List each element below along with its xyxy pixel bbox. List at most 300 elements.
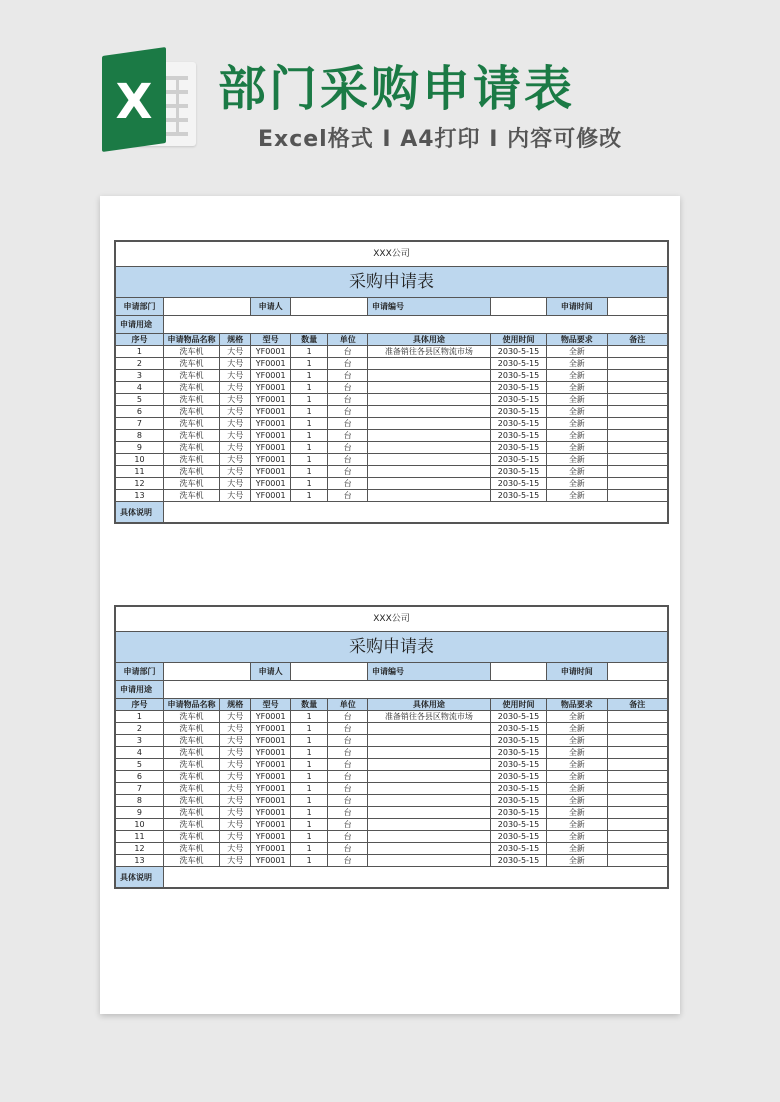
table-cell[interactable]: 全新 (547, 394, 607, 406)
table-cell[interactable] (367, 370, 490, 382)
table-cell[interactable]: 台 (328, 466, 368, 478)
table-cell[interactable]: 台 (328, 478, 368, 490)
table-cell[interactable]: 准备销往各县区物流市场 (367, 711, 490, 723)
table-cell[interactable]: 1 (116, 711, 164, 723)
table-cell[interactable]: 13 (116, 490, 164, 502)
table-cell[interactable] (367, 394, 490, 406)
table-cell[interactable]: 2030-5-15 (490, 723, 546, 735)
table-cell[interactable] (367, 759, 490, 771)
page-subtitle: Excel格式 I A4打印 I 内容可修改 (258, 127, 623, 152)
table-cell[interactable]: 1 (290, 430, 327, 442)
table-cell[interactable]: 全新 (547, 358, 607, 370)
table-cell[interactable]: 台 (328, 418, 368, 430)
table-cell[interactable]: 台 (328, 723, 368, 735)
table-cell[interactable]: 1 (290, 370, 327, 382)
table-cell[interactable]: 洗车机 (163, 382, 219, 394)
table-cell[interactable] (607, 723, 667, 735)
table-cell[interactable]: 全新 (547, 430, 607, 442)
table-cell[interactable]: 1 (290, 358, 327, 370)
table-cell[interactable]: 11 (116, 831, 164, 843)
table-cell[interactable] (607, 735, 667, 747)
table-cell[interactable]: 7 (116, 418, 164, 430)
table-cell[interactable]: 洗车机 (163, 490, 219, 502)
table-cell[interactable]: 洗车机 (163, 418, 219, 430)
table-cell[interactable]: 洗车机 (163, 747, 219, 759)
table-row (116, 358, 668, 370)
table-cell[interactable]: 洗车机 (163, 855, 219, 867)
table-cell[interactable]: 大号 (220, 807, 251, 819)
table-cell[interactable]: 1 (290, 711, 327, 723)
table-cell[interactable]: 台 (328, 747, 368, 759)
table-cell[interactable]: 全新 (547, 771, 607, 783)
table-cell[interactable]: 全新 (547, 843, 607, 855)
table-cell[interactable]: 台 (328, 358, 368, 370)
table-cell[interactable]: 大号 (220, 382, 251, 394)
table-cell[interactable]: 全新 (547, 346, 607, 358)
table-cell[interactable]: 全新 (547, 747, 607, 759)
column-header: 序号 (116, 334, 164, 346)
table-cell[interactable]: 大号 (220, 454, 251, 466)
table-cell[interactable]: 台 (328, 406, 368, 418)
column-header: 序号 (116, 699, 164, 711)
table-cell[interactable] (367, 747, 490, 759)
table-cell[interactable]: 1 (290, 735, 327, 747)
table-cell[interactable]: 1 (290, 394, 327, 406)
table-cell[interactable]: 8 (116, 430, 164, 442)
table-cell[interactable] (607, 807, 667, 819)
table-cell[interactable]: YF0001 (251, 855, 291, 867)
table-cell[interactable]: 台 (328, 771, 368, 783)
table-cell[interactable]: 2030-5-15 (490, 382, 546, 394)
table-cell[interactable]: 全新 (547, 711, 607, 723)
table-cell[interactable]: 台 (328, 490, 368, 502)
table-cell[interactable]: 洗车机 (163, 819, 219, 831)
table-cell[interactable] (367, 382, 490, 394)
table-cell[interactable]: 2030-5-15 (490, 783, 546, 795)
table-cell[interactable] (367, 807, 490, 819)
table-cell[interactable]: 5 (116, 394, 164, 406)
column-header: 申请物品名称 (163, 699, 219, 711)
company-name: XXX公司 (116, 607, 668, 632)
table-cell[interactable]: YF0001 (251, 346, 291, 358)
table-cell[interactable]: 台 (328, 346, 368, 358)
table-cell[interactable]: 2030-5-15 (490, 466, 546, 478)
table-cell[interactable]: 洗车机 (163, 370, 219, 382)
time-value[interactable] (607, 298, 667, 316)
table-cell[interactable]: 台 (328, 855, 368, 867)
table-cell[interactable]: 3 (116, 370, 164, 382)
table-cell[interactable]: 全新 (547, 454, 607, 466)
table-cell[interactable]: 2030-5-15 (490, 843, 546, 855)
table-cell[interactable]: 2030-5-15 (490, 370, 546, 382)
table-row (116, 346, 668, 358)
table-cell[interactable]: YF0001 (251, 795, 291, 807)
table-cell[interactable]: 洗车机 (163, 478, 219, 490)
table-cell[interactable]: YF0001 (251, 843, 291, 855)
table-cell[interactable]: YF0001 (251, 358, 291, 370)
table-cell[interactable]: 洗车机 (163, 783, 219, 795)
table-cell[interactable] (367, 466, 490, 478)
table-cell[interactable]: 台 (328, 454, 368, 466)
table-cell[interactable]: YF0001 (251, 723, 291, 735)
table-cell[interactable]: 2030-5-15 (490, 771, 546, 783)
table-cell[interactable]: 2030-5-15 (490, 735, 546, 747)
table-cell[interactable]: 2030-5-15 (490, 807, 546, 819)
table-cell[interactable] (367, 478, 490, 490)
table-cell[interactable]: YF0001 (251, 406, 291, 418)
table-cell[interactable] (367, 723, 490, 735)
table-cell[interactable] (607, 418, 667, 430)
table-cell[interactable]: 全新 (547, 723, 607, 735)
table-cell[interactable]: 2030-5-15 (490, 855, 546, 867)
table-cell[interactable]: 2030-5-15 (490, 418, 546, 430)
table-cell[interactable]: 大号 (220, 394, 251, 406)
table-row (116, 490, 668, 502)
table-cell[interactable]: 洗车机 (163, 843, 219, 855)
table-cell[interactable] (367, 735, 490, 747)
table-cell[interactable]: 大号 (220, 490, 251, 502)
table-cell[interactable]: 大号 (220, 819, 251, 831)
table-cell[interactable]: 2030-5-15 (490, 406, 546, 418)
table-cell[interactable] (367, 442, 490, 454)
excel-logo-icon (102, 56, 200, 152)
logo-letter: X (115, 74, 153, 130)
table-cell[interactable]: 大号 (220, 843, 251, 855)
table-row (116, 454, 668, 466)
table-cell[interactable]: 6 (116, 406, 164, 418)
table-row (116, 783, 668, 795)
table-cell[interactable]: 台 (328, 795, 368, 807)
form-title: 采购申请表 (116, 267, 668, 298)
table-cell[interactable]: 大号 (220, 346, 251, 358)
table-cell[interactable]: 大号 (220, 370, 251, 382)
column-header: 具体用途 (367, 334, 490, 346)
table-cell[interactable] (607, 466, 667, 478)
table-cell[interactable]: 台 (328, 711, 368, 723)
table-cell[interactable] (607, 759, 667, 771)
table-cell[interactable]: YF0001 (251, 370, 291, 382)
table-cell[interactable]: 6 (116, 771, 164, 783)
table-cell[interactable]: 9 (116, 442, 164, 454)
table-row (116, 418, 668, 430)
time-label: 申请时间 (547, 663, 607, 681)
table-cell[interactable]: 1 (290, 442, 327, 454)
table-cell[interactable]: 大号 (220, 358, 251, 370)
table-cell[interactable] (607, 490, 667, 502)
table-cell[interactable] (367, 490, 490, 502)
table-cell[interactable]: YF0001 (251, 442, 291, 454)
table-cell[interactable]: 9 (116, 807, 164, 819)
table-cell[interactable]: 8 (116, 795, 164, 807)
table-cell[interactable]: 12 (116, 478, 164, 490)
table-cell[interactable]: YF0001 (251, 466, 291, 478)
table-cell[interactable]: YF0001 (251, 490, 291, 502)
time-value[interactable] (607, 663, 667, 681)
table-cell[interactable]: 台 (328, 759, 368, 771)
table-cell[interactable]: 洗车机 (163, 358, 219, 370)
table-cell[interactable]: 1 (290, 406, 327, 418)
table-cell[interactable]: 4 (116, 382, 164, 394)
table-cell[interactable] (607, 843, 667, 855)
table-cell[interactable]: 大号 (220, 466, 251, 478)
table-cell[interactable]: YF0001 (251, 394, 291, 406)
table-cell[interactable]: 台 (328, 370, 368, 382)
table-cell[interactable]: 全新 (547, 735, 607, 747)
table-cell[interactable]: 2030-5-15 (490, 478, 546, 490)
table-cell[interactable]: 全新 (547, 442, 607, 454)
applicant-value[interactable] (290, 663, 367, 681)
table-cell[interactable]: 洗车机 (163, 454, 219, 466)
table-cell[interactable] (607, 795, 667, 807)
table-cell[interactable]: 2030-5-15 (490, 795, 546, 807)
table-cell[interactable]: 2030-5-15 (490, 358, 546, 370)
table-cell[interactable] (367, 855, 490, 867)
table-row (116, 831, 668, 843)
table-cell[interactable] (367, 406, 490, 418)
table-row (116, 855, 668, 867)
table-cell[interactable]: 台 (328, 807, 368, 819)
table-cell[interactable]: 2030-5-15 (490, 819, 546, 831)
table-cell[interactable]: YF0001 (251, 759, 291, 771)
table-cell[interactable]: 1 (290, 466, 327, 478)
table-cell[interactable]: YF0001 (251, 418, 291, 430)
table-cell[interactable]: 2030-5-15 (490, 711, 546, 723)
table-cell[interactable] (367, 418, 490, 430)
table-cell[interactable] (607, 747, 667, 759)
table-cell[interactable]: 台 (328, 394, 368, 406)
table-cell[interactable]: YF0001 (251, 771, 291, 783)
table-cell[interactable]: 4 (116, 747, 164, 759)
document-page (100, 196, 680, 1014)
table-cell[interactable]: 2 (116, 358, 164, 370)
table-cell[interactable] (607, 358, 667, 370)
table-cell[interactable]: YF0001 (251, 454, 291, 466)
table-cell[interactable]: 准备销往各县区物流市场 (367, 346, 490, 358)
table-cell[interactable] (607, 819, 667, 831)
table-cell[interactable]: 全新 (547, 807, 607, 819)
table-cell[interactable] (367, 819, 490, 831)
table-cell[interactable]: YF0001 (251, 382, 291, 394)
table-cell[interactable]: 1 (290, 759, 327, 771)
table-cell[interactable]: 大号 (220, 735, 251, 747)
table-cell[interactable]: 1 (290, 795, 327, 807)
table-cell[interactable]: YF0001 (251, 747, 291, 759)
table-cell[interactable] (607, 454, 667, 466)
table-cell[interactable]: 1 (290, 747, 327, 759)
table-cell[interactable]: 台 (328, 382, 368, 394)
table-cell[interactable]: YF0001 (251, 831, 291, 843)
table-cell[interactable] (367, 795, 490, 807)
table-cell[interactable]: 2030-5-15 (490, 394, 546, 406)
table-cell[interactable]: 1 (290, 382, 327, 394)
table-cell[interactable]: 12 (116, 843, 164, 855)
dept-value[interactable] (163, 298, 250, 316)
table-row (116, 723, 668, 735)
table-cell[interactable]: 1 (290, 783, 327, 795)
note-value[interactable] (163, 867, 667, 888)
applicant-value[interactable] (290, 298, 367, 316)
table-cell[interactable]: 全新 (547, 783, 607, 795)
table-cell[interactable]: 1 (290, 346, 327, 358)
table-header-row (116, 334, 668, 346)
table-cell[interactable] (607, 346, 667, 358)
table-cell[interactable]: 1 (290, 478, 327, 490)
table-cell[interactable]: 1 (290, 490, 327, 502)
table-cell[interactable]: 全新 (547, 855, 607, 867)
table-cell[interactable] (607, 394, 667, 406)
purpose-value[interactable] (163, 681, 667, 699)
note-value[interactable] (163, 502, 667, 523)
table-cell[interactable]: 大号 (220, 711, 251, 723)
table-cell[interactable]: 洗车机 (163, 346, 219, 358)
table-cell[interactable]: 2030-5-15 (490, 346, 546, 358)
table-cell[interactable]: 10 (116, 454, 164, 466)
table-cell[interactable]: 1 (290, 831, 327, 843)
table-cell[interactable]: YF0001 (251, 478, 291, 490)
table-cell[interactable] (367, 454, 490, 466)
table-cell[interactable]: 台 (328, 735, 368, 747)
number-value[interactable] (490, 663, 546, 681)
table-cell[interactable]: 10 (116, 819, 164, 831)
table-cell[interactable]: 台 (328, 430, 368, 442)
table-cell[interactable]: 大号 (220, 759, 251, 771)
table-cell[interactable] (607, 430, 667, 442)
table-cell[interactable] (367, 843, 490, 855)
applicant-label: 申请人 (251, 663, 291, 681)
table-cell[interactable]: 洗车机 (163, 759, 219, 771)
table-cell[interactable]: 洗车机 (163, 807, 219, 819)
table-cell[interactable]: 大号 (220, 723, 251, 735)
table-cell[interactable]: 大号 (220, 406, 251, 418)
table-cell[interactable]: 1 (290, 771, 327, 783)
table-cell[interactable]: 全新 (547, 759, 607, 771)
table-cell[interactable]: YF0001 (251, 711, 291, 723)
purpose-label: 申请用途 (116, 681, 164, 699)
table-cell[interactable]: 全新 (547, 819, 607, 831)
table-cell[interactable]: 全新 (547, 406, 607, 418)
table-cell[interactable]: 2030-5-15 (490, 759, 546, 771)
table-cell[interactable]: 洗车机 (163, 430, 219, 442)
table-cell[interactable]: 5 (116, 759, 164, 771)
table-cell[interactable] (607, 855, 667, 867)
table-cell[interactable]: 全新 (547, 831, 607, 843)
table-cell[interactable]: 2030-5-15 (490, 747, 546, 759)
table-cell[interactable]: 1 (290, 723, 327, 735)
table-cell[interactable] (607, 478, 667, 490)
table-cell[interactable]: 洗车机 (163, 723, 219, 735)
table-cell[interactable]: 11 (116, 466, 164, 478)
table-cell[interactable]: 1 (290, 855, 327, 867)
table-cell[interactable]: 台 (328, 819, 368, 831)
table-cell[interactable] (607, 382, 667, 394)
column-header: 型号 (251, 699, 291, 711)
table-cell[interactable] (367, 831, 490, 843)
table-cell[interactable]: 大号 (220, 430, 251, 442)
table-cell[interactable]: 洗车机 (163, 406, 219, 418)
column-header: 单位 (328, 334, 368, 346)
table-cell[interactable] (607, 711, 667, 723)
table-cell[interactable]: 洗车机 (163, 442, 219, 454)
table-cell[interactable]: 大号 (220, 747, 251, 759)
table-row (116, 394, 668, 406)
table-cell[interactable]: 2030-5-15 (490, 831, 546, 843)
table-cell[interactable]: 1 (290, 454, 327, 466)
table-cell[interactable]: 13 (116, 855, 164, 867)
table-cell[interactable]: 全新 (547, 490, 607, 502)
table-cell[interactable]: 台 (328, 843, 368, 855)
table-cell[interactable]: 洗车机 (163, 831, 219, 843)
table-cell[interactable]: 大号 (220, 855, 251, 867)
table-cell[interactable]: 大号 (220, 783, 251, 795)
table-cell[interactable]: 2030-5-15 (490, 442, 546, 454)
table-cell[interactable]: 全新 (547, 795, 607, 807)
table-cell[interactable]: 全新 (547, 478, 607, 490)
table-cell[interactable]: 全新 (547, 370, 607, 382)
table-cell[interactable]: YF0001 (251, 430, 291, 442)
table-cell[interactable]: 1 (290, 807, 327, 819)
table-cell[interactable] (367, 783, 490, 795)
table-cell[interactable]: 大号 (220, 418, 251, 430)
table-cell[interactable] (607, 831, 667, 843)
table-cell[interactable]: 1 (116, 346, 164, 358)
dept-value[interactable] (163, 663, 250, 681)
purpose-value[interactable] (163, 316, 667, 334)
number-value[interactable] (490, 298, 546, 316)
table-cell[interactable]: 1 (290, 418, 327, 430)
table-cell[interactable]: 大号 (220, 795, 251, 807)
table-cell[interactable]: 全新 (547, 382, 607, 394)
page-header (0, 0, 780, 190)
table-cell[interactable] (607, 370, 667, 382)
table-cell[interactable] (367, 771, 490, 783)
table-cell[interactable]: 2030-5-15 (490, 454, 546, 466)
table-cell[interactable]: 全新 (547, 466, 607, 478)
table-cell[interactable]: 3 (116, 735, 164, 747)
table-cell[interactable]: 1 (290, 819, 327, 831)
table-cell[interactable] (367, 430, 490, 442)
table-cell[interactable]: YF0001 (251, 735, 291, 747)
table-cell[interactable]: 大号 (220, 478, 251, 490)
table-cell[interactable]: 台 (328, 442, 368, 454)
table-cell[interactable]: 洗车机 (163, 771, 219, 783)
table-cell[interactable]: 2030-5-15 (490, 430, 546, 442)
table-cell[interactable] (607, 442, 667, 454)
table-cell[interactable]: 大号 (220, 771, 251, 783)
table-cell[interactable]: 洗车机 (163, 795, 219, 807)
table-cell[interactable] (607, 771, 667, 783)
table-cell[interactable] (367, 358, 490, 370)
table-cell[interactable]: YF0001 (251, 783, 291, 795)
table-cell[interactable]: 洗车机 (163, 711, 219, 723)
table-cell[interactable]: YF0001 (251, 807, 291, 819)
table-cell[interactable]: 台 (328, 783, 368, 795)
table-cell[interactable]: 洗车机 (163, 735, 219, 747)
table-row (116, 370, 668, 382)
table-cell[interactable]: 1 (290, 843, 327, 855)
table-cell[interactable]: 台 (328, 831, 368, 843)
table-cell[interactable]: 洗车机 (163, 466, 219, 478)
table-cell[interactable]: YF0001 (251, 819, 291, 831)
table-cell[interactable] (607, 406, 667, 418)
table-cell[interactable]: 7 (116, 783, 164, 795)
table-cell[interactable]: 大号 (220, 831, 251, 843)
table-cell[interactable]: 大号 (220, 442, 251, 454)
table-cell[interactable]: 2 (116, 723, 164, 735)
table-cell[interactable]: 洗车机 (163, 394, 219, 406)
table-cell[interactable]: 全新 (547, 418, 607, 430)
table-cell[interactable] (607, 783, 667, 795)
table-cell[interactable]: 2030-5-15 (490, 490, 546, 502)
